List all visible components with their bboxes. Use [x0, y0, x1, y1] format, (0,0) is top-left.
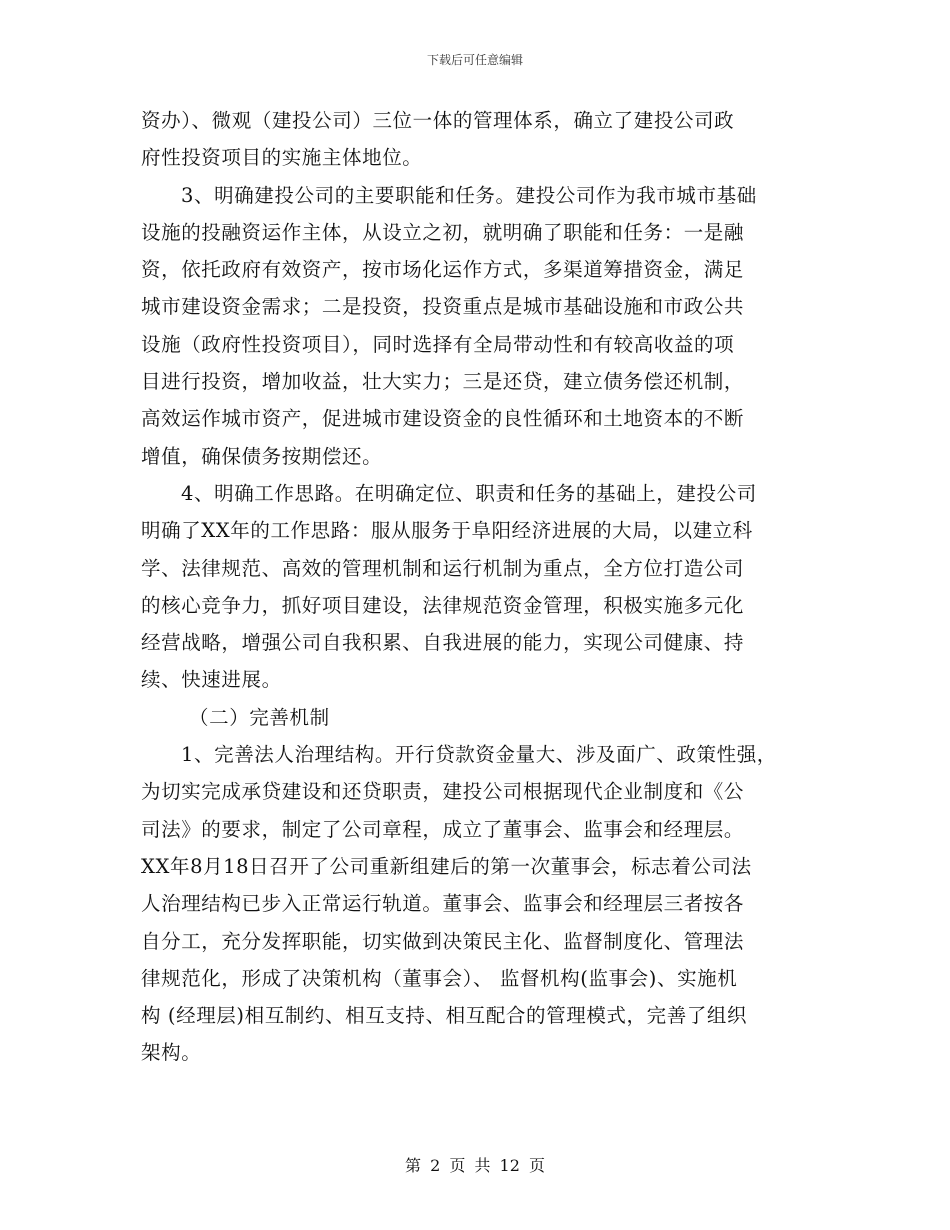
text-line: XX年8月18日召开了公司重新组建后的第一次董事会，标志着公司法: [141, 854, 752, 878]
text-line: 人治理结构已步入正常运行轨道。董事会、监事会和经理层三者按各: [141, 892, 745, 916]
page-header: 下载后可任意编辑: [426, 53, 523, 67]
text-line: 设施的投融资运作主体，从设立之初，就明确了职能和任务：一是融: [141, 220, 745, 244]
text-line: 资办）、微观（建投公司）三位一体的管理体系，确立了建投公司政: [141, 109, 735, 132]
text-line: 构 (经理层)相互制约、相互支持、相互配合的管理模式，完善了组织: [141, 1004, 748, 1028]
text-line: 自分工，充分发挥职能，切实做到决策民主化、监督制度化、管理法: [141, 929, 745, 953]
text-line: 为切实完成承贷建设和还贷职责，建投公司根据现代企业制度和《公: [141, 780, 745, 804]
text-line: 明确了XX年的工作思路：服从服务于阜阳经济进展的大局，以建立科: [141, 519, 753, 543]
text-line: 架构。: [141, 1041, 202, 1065]
text-line: 城市建设资金需求；二是投资，投资重点是城市基础设施和市政公共: [141, 295, 745, 319]
text-line: 1、完善法人治理结构。开行贷款资金量大、涉及面广、政策性强，: [181, 743, 777, 767]
page-number: 第 2 页 共 12 页: [405, 1156, 545, 1175]
text-line: 经营战略，增强公司自我积累、自我进展的能力，实现公司健康、持: [141, 631, 745, 655]
text-line: 目进行投资，增加收益，壮大实力；三是还贷，建立债务偿还机制，: [141, 370, 745, 394]
text-line: 资，依托政府有效资产，按市场化运作方式，多渠道筹措资金，满足: [141, 258, 745, 282]
text-line: 的核心竞争力，抓好项目建设，法律规范资金管理，积极实施多元化: [141, 593, 745, 617]
text-line: 学、法律规范、高效的管理机制和运行机制为重点，全方位打造公司: [141, 556, 745, 580]
text-line: 续、快速进展。: [141, 668, 282, 692]
text-line: 高效运作城市资产，促进城市建设资金的良性循环和土地资本的不断: [141, 407, 745, 431]
text-line: 司法》的要求，制定了公司章程，成立了董事会、监事会和经理层。: [141, 817, 745, 841]
text-line: 3、明确建投公司的主要职能和任务。建投公司作为我市城市基础: [181, 183, 757, 207]
section-heading: （二）完善机制: [189, 705, 330, 729]
document-body: [141, 102, 821, 1072]
text-line: 设施（政府性投资项目），同时选择有全局带动性和有较高收益的项: [141, 332, 735, 356]
text-line: 律规范化，形成了决策机构（董事会）、 监督机构(监事会)、实施机: [141, 966, 738, 990]
text-line: 4、明确工作思路。在明确定位、职责和任务的基础上，建投公司: [181, 481, 757, 505]
text-line: 增值，确保债务按期偿还。: [141, 444, 383, 468]
text-line: 府性投资项目的实施主体地位。: [141, 146, 423, 170]
